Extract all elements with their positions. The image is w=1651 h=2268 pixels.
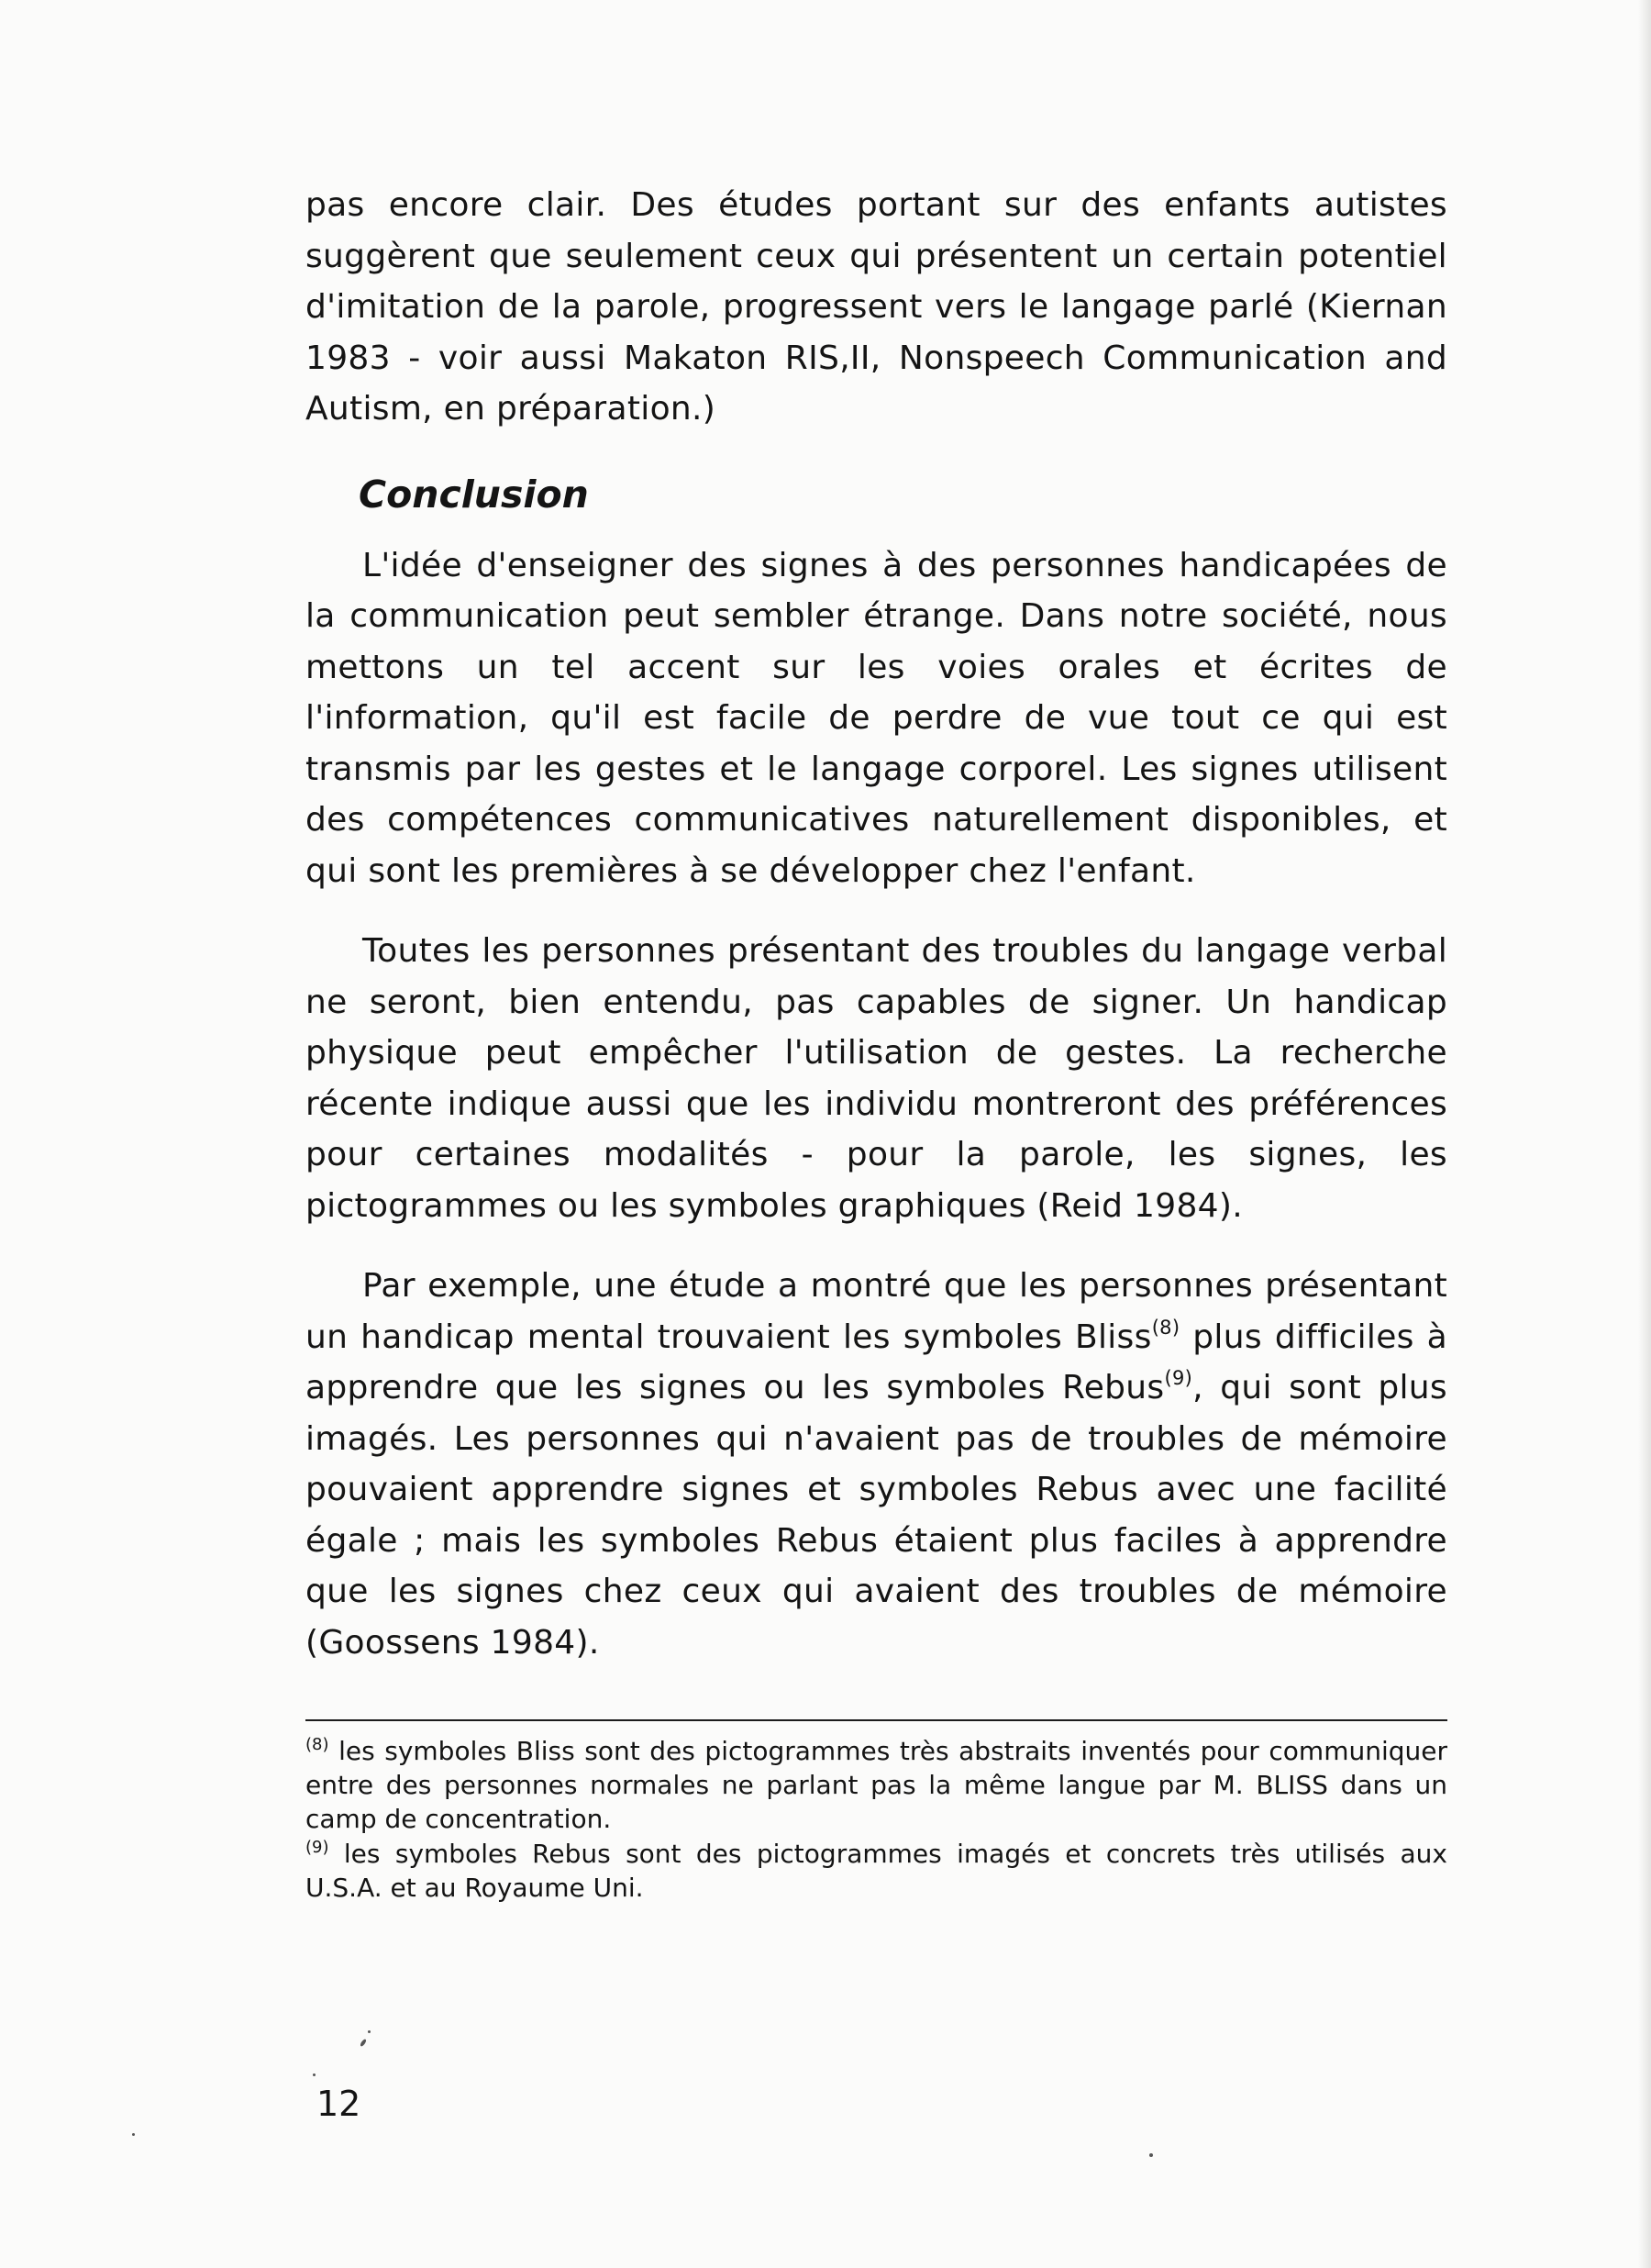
footnote-divider <box>305 1719 1447 1721</box>
footnote-ref-8: (8) <box>1151 1316 1180 1339</box>
paragraph-3-text-2: plus difficiles à apprendre que les signes ou les symboles Rebus <box>305 1317 1448 1406</box>
ink-speck <box>360 2039 367 2048</box>
conclusion-paragraph-1: L'idée d'enseigner des signes à des personnes handicapées de la communication peut sembler étrange. Dans notre société, nous mettons un tel accent sur les voies orales et écrites de l'information, qu'il est facile de perdre de vue tout ce qui est transmis par les gestes et le langage corporel. Les signes utilisent des compétences communicatives naturellement disponibles, et qui sont les premières à se développer chez l'enfant. <box>305 546 1447 890</box>
footnote-9 <box>305 1837 1447 1905</box>
ink-speck <box>368 2030 371 2033</box>
paragraph-3-text-3: , qui sont plus imagés. Les personnes qui n'avaient pas de troubles de mémoire pouvaient apprendre signes et symboles Rebus avec une facilité égale ; mais les symboles Rebus étaient plus faciles à apprendre que les signes chez ceux qui avaient des troubles de mémoire (Goossens 1984). <box>305 1369 1447 1662</box>
conclusion-heading: Conclusion <box>359 472 589 517</box>
footnotes <box>305 1734 1447 1905</box>
paragraph-3-text-1: Par exemple, une étude a montré que les personnes présentant un handicap mental trouvaient les symboles Bliss <box>305 1267 1447 1356</box>
ink-speck <box>132 2133 135 2136</box>
conclusion-paragraph-2: Toutes les personnes présentant des troubles du langage verbal ne seront, bien entendu, pas capables de signer. Un handicap physique peut empêcher l'utilisation de gestes. La recherche récente indique aussi que les individu montreront des préférences pour certaines modalités - pour la parole, les signes, les pictogrammes ou les symboles graphiques (Reid 1984). <box>305 932 1447 1225</box>
footnote-9-text: les symboles Rebus sont des pictogrammes imagés et concrets très utilisés aux U.S.A. et au Royaume Uni. <box>305 1839 1447 1903</box>
page-number: 12 <box>316 2084 361 2124</box>
footnote-8 <box>305 1734 1447 1836</box>
ink-speck <box>313 2073 316 2076</box>
text-column <box>305 180 1447 1906</box>
intro-paragraph: pas encore clair. Des études portant sur des enfants autistes suggèrent que seulement ceux qui présentent un certain potentiel d'imitation de la parole, progressent vers le langage parlé (Kiernan 1983 - voir aussi Makaton RIS,II, Nonspeech Communication and Autism, en préparation.) <box>305 186 1447 428</box>
ink-speck <box>1149 2153 1153 2157</box>
conclusion-paragraph-3 <box>305 1261 1447 1668</box>
footnote-8-text: les symboles Bliss sont des pictogrammes très abstraits inventés pour communiquer entre des personnes normales ne parlant pas la même langue par M. BLISS dans un camp de concentration. <box>305 1736 1447 1834</box>
footnote-marker-9: (9) <box>305 1838 329 1857</box>
footnote-ref-9: (9) <box>1164 1367 1193 1389</box>
footnote-marker-8: (8) <box>305 1735 329 1754</box>
